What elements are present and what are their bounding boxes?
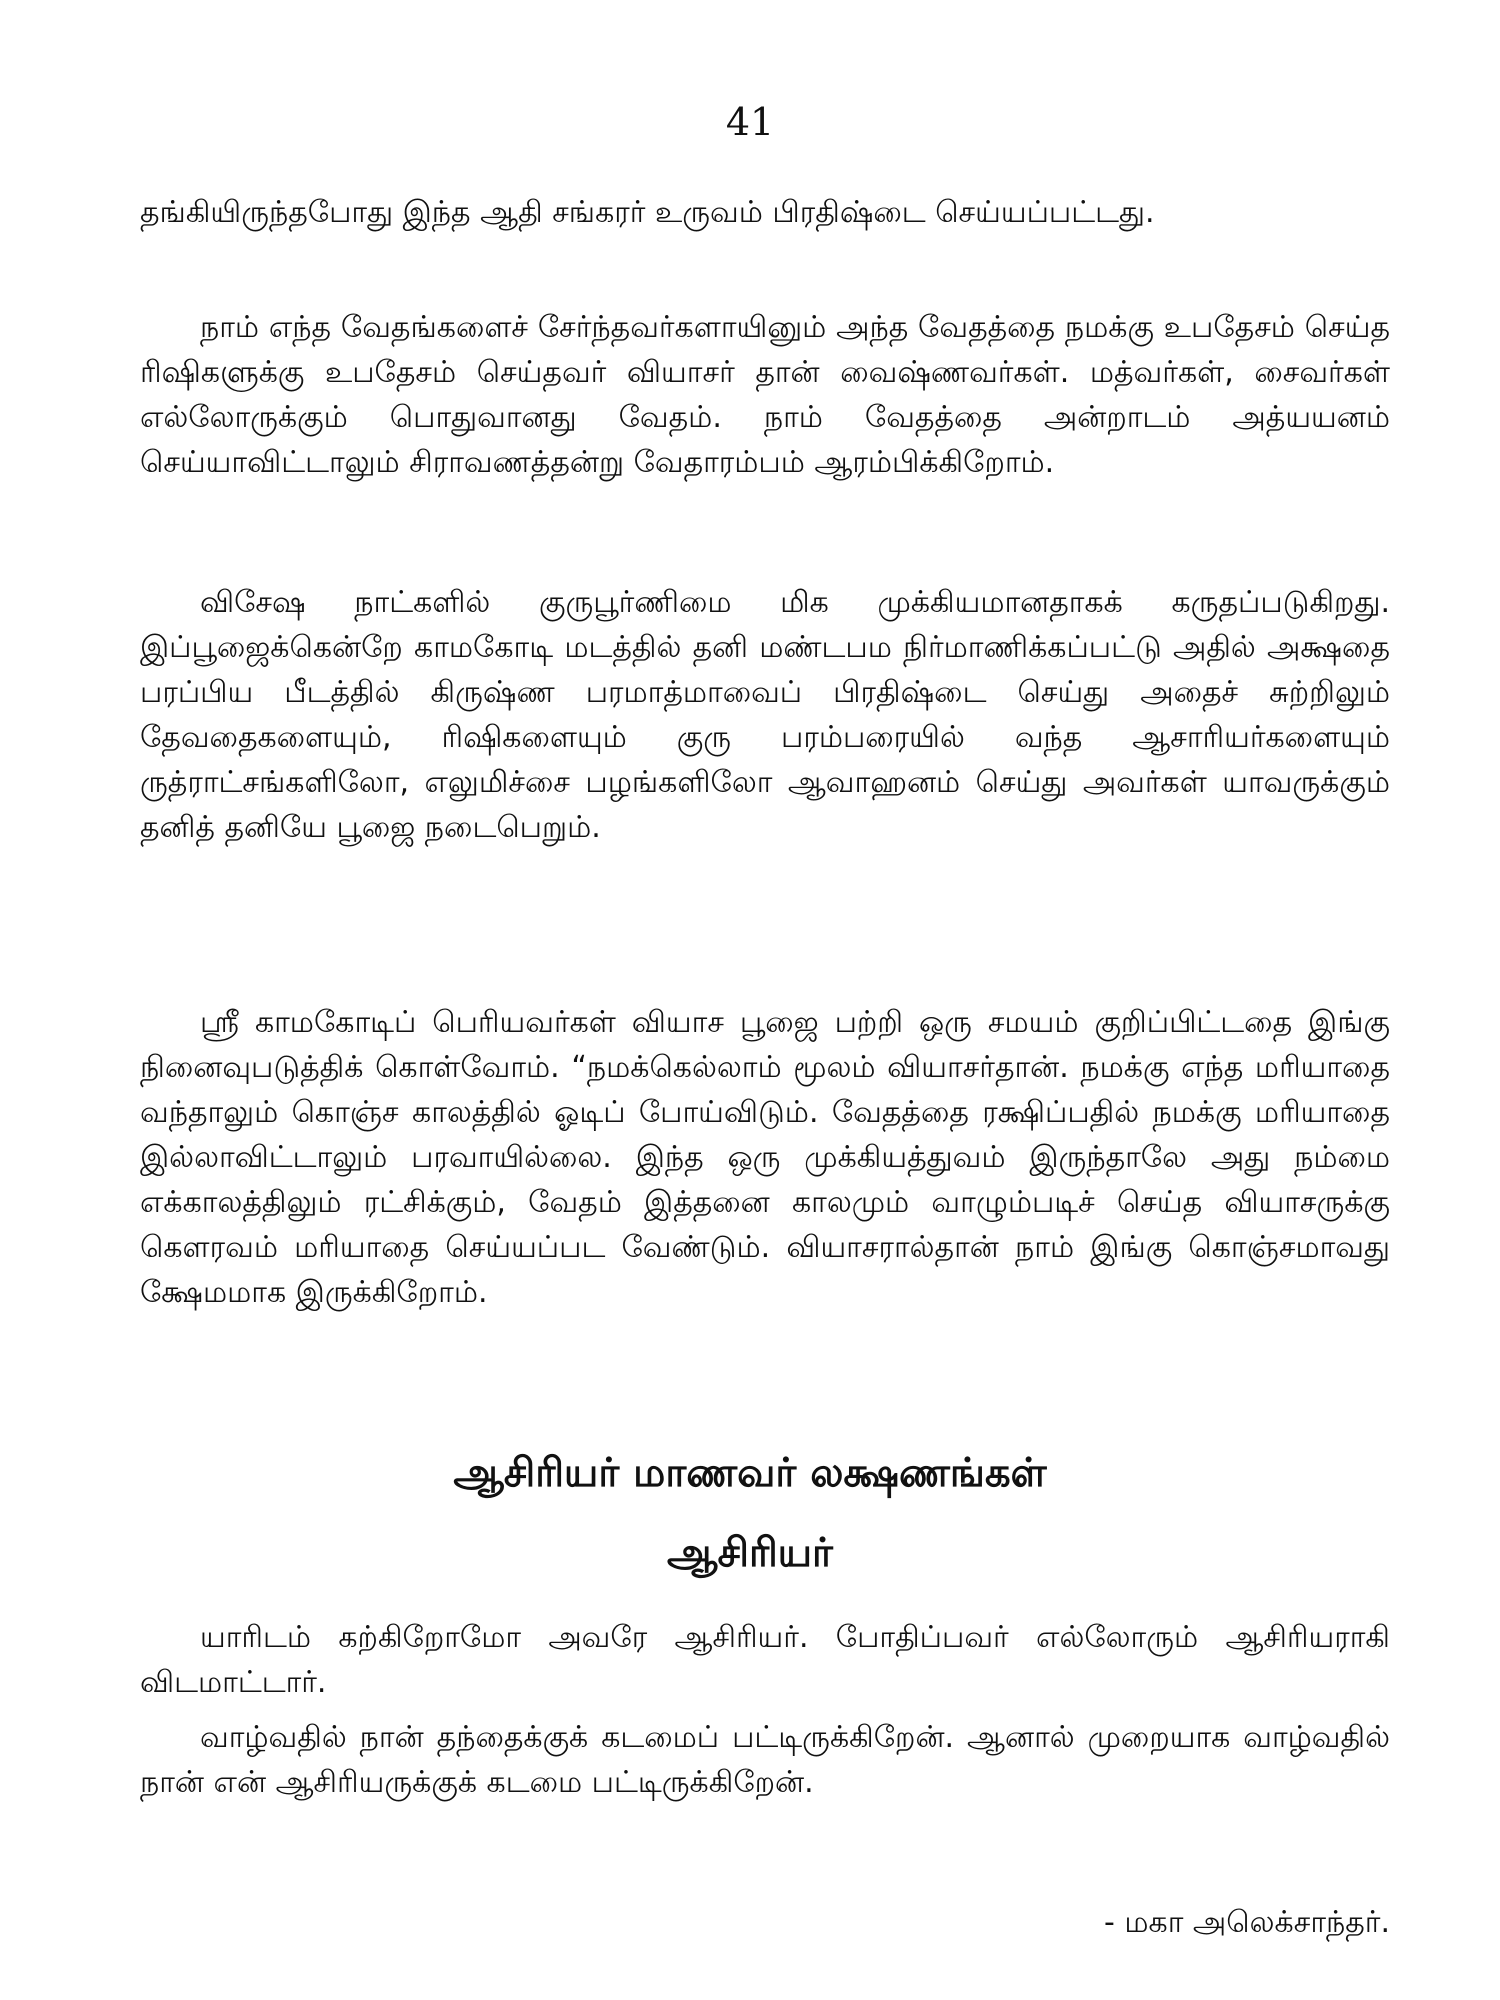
section-heading: ஆசிரியர் மாணவர் லக்ஷணங்கள் (453, 1450, 1047, 1496)
subsection-heading: ஆசிரியர் (667, 1530, 833, 1576)
paragraph-teacher-definition: யாரிடம் கற்கிறோமோ அவரே ஆசிரியர். போதிப்பவர் எல்லோரும் ஆசிரியராகி விடமாட்டார். (140, 1620, 1390, 1700)
paragraph-continuation: தங்கியிருந்தபோது இந்த ஆதி சங்கரர் உருவம் பிரதிஷ்டை செய்யப்பட்டது. (140, 195, 1155, 230)
page-number: 41 (725, 100, 775, 144)
paragraph-vyasa-puja: ஸ்ரீ காமகோடிப் பெரியவர்கள் வியாச பூஜை பற்றி ஒரு சமயம் குறிப்பிட்டதை இங்கு நினைவுபடுத்திக் கொள்வோம். “நமக்கெல்லாம் மூலம் வியாசர்தான். நமக்கு எந்த மரியாதை வந்தாலும் கொஞ்ச காலத்தில் ஓடிப் போய்விடும். வேதத்தை ரக்ஷிப்பதில் நமக்கு மரியாதை இல்லாவிட்டாலும் பரவாயில்லை. இந்த ஒரு முக்கியத்துவம் இருந்தாலே அது நம்மை எக்காலத்திலும் ரட்சிக்கும், வேதம் இத்தனை காலமும் வாழும்படிச் செய்த வியாசருக்கு கௌரவம் மரியாதை செய்யப்பட வேண்டும். வியாசரால்தான் நாம் இங்கு கொஞ்சமாவது க்ஷேமமாக இருக்கிறோம். (140, 1005, 1390, 1310)
paragraph-vedas: நாம் எந்த வேதங்களைச் சேர்ந்தவர்களாயினும் அந்த வேதத்தை நமக்கு உபதேசம் செய்த ரிஷிகளுக்கு உபதேசம் செய்தவர் வியாசர் தான் வைஷ்ணவர்கள். மத்வர்கள், சைவர்கள் எல்லோருக்கும் பொதுவானது வேதம். நாம் வேதத்தை அன்றாடம் அத்யயனம் செய்யாவிட்டாலும் சிராவணத்தன்று வேதாரம்பம் ஆரம்பிக்கிறோம். (140, 310, 1390, 480)
quote-attribution: - மகா அலெக்சாந்தர். (1104, 1905, 1390, 1940)
paragraph-guru-purnima: விசேஷ நாட்களில் குருபூர்ணிமை மிக முக்கியமானதாகக் கருதப்படுகிறது. இப்பூஜைக்கென்றே காமகோடி மடத்தில் தனி மண்டபம நிர்மாணிக்கப்பட்டு அதில் அக்ஷதை பரப்பிய பீடத்தில் கிருஷ்ண பரமாத்மாவைப் பிரதிஷ்டை செய்து அதைச் சுற்றிலும் தேவதைகளையும், ரிஷிகளையும் குரு பரம்பரையில் வந்த ஆசாரியர்களையும் ருத்ராட்சங்களிலோ, எலுமிச்சை பழங்களிலோ ஆவாஹனம் செய்து அவர்கள் யாவருக்கும் தனித் தனியே பூஜை நடைபெறும். (140, 585, 1390, 845)
paragraph-quote: வாழ்வதில் நான் தந்தைக்குக் கடமைப் பட்டிருக்கிறேன். ஆனால் முறையாக வாழ்வதில் நான் என் ஆசிரியருக்குக் கடமை பட்டிருக்கிறேன். (140, 1720, 1390, 1800)
